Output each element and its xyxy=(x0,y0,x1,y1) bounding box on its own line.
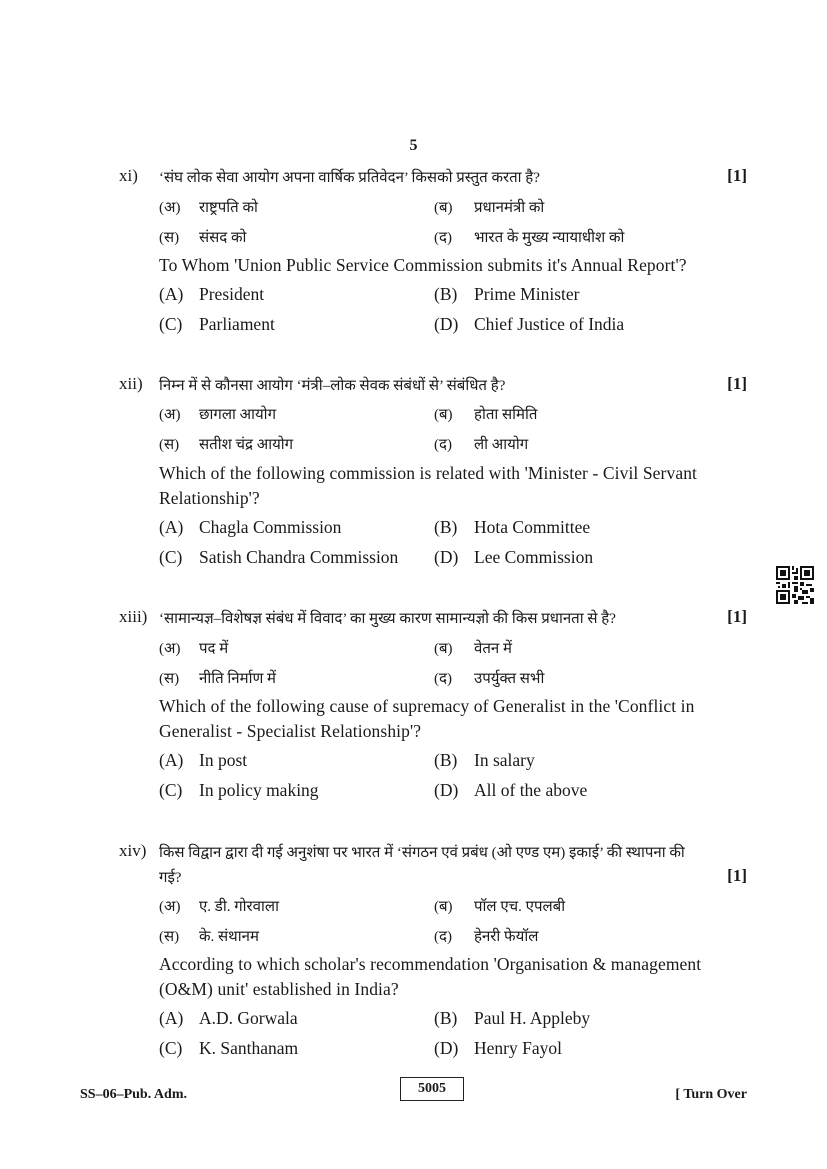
option-label: (द) xyxy=(434,929,452,945)
option-text: K. Santhanam xyxy=(199,1038,299,1058)
option-label: (C) xyxy=(159,547,183,567)
option-label: (द) xyxy=(434,437,452,453)
hindi-option-a xyxy=(159,197,258,217)
option-label: (C) xyxy=(159,1038,183,1058)
hindi-option-c xyxy=(159,227,246,247)
english-question: To Whom 'Union Public Service Commission submits it's Annual Report'? xyxy=(159,255,687,275)
hindi-option-a xyxy=(159,896,279,916)
english-option-d xyxy=(434,780,587,801)
english-option-a xyxy=(159,517,341,538)
marks: [1] xyxy=(727,166,747,185)
english-question-line-2: Relationship'? xyxy=(159,488,260,508)
option-text: छागला आयोग xyxy=(199,407,277,423)
option-text: In policy making xyxy=(199,780,319,800)
option-label: (अ) xyxy=(159,407,181,423)
option-text: पद में xyxy=(199,641,229,657)
option-label: (स) xyxy=(159,929,180,945)
option-label: (द) xyxy=(434,671,452,687)
english-option-d xyxy=(434,1038,562,1059)
option-text: राष्ट्रपति को xyxy=(199,200,258,216)
option-text: हेनरी फेयॉल xyxy=(474,929,539,945)
hindi-question: ‘संघ लोक सेवा आयोग अपना वार्षिक प्रतिवेदन’ किसको प्रस्तुत करता है? xyxy=(159,170,540,186)
option-text: Hota Committee xyxy=(474,517,591,537)
question-number: xiv) xyxy=(119,841,147,860)
option-text: Chief Justice of India xyxy=(474,314,625,334)
english-option-d xyxy=(434,314,624,335)
option-text: Paul H. Appleby xyxy=(474,1008,591,1028)
option-text: Satish Chandra Commission xyxy=(199,547,399,567)
hindi-question: निम्न में से कौनसा आयोग ‘मंत्री–लोक सेवक संबंधों से’ संबंधित है? xyxy=(159,378,506,394)
option-label: (ब) xyxy=(434,641,453,657)
option-text: संसद को xyxy=(199,230,247,246)
option-label: (अ) xyxy=(159,899,181,915)
option-label: (C) xyxy=(159,780,183,800)
option-text: पॉल एच. एपलबी xyxy=(474,899,566,915)
english-question-line-2: (O&M) unit' established in India? xyxy=(159,979,399,999)
option-text: के. संथानम xyxy=(199,929,259,945)
page-number: 5 xyxy=(409,137,418,154)
hindi-option-a xyxy=(159,404,276,424)
hindi-option-c xyxy=(159,434,293,454)
option-label: (C) xyxy=(159,314,183,334)
paper-number-box: 5005 xyxy=(400,1077,464,1101)
option-text: प्रधानमंत्री को xyxy=(474,200,545,216)
option-label: (ब) xyxy=(434,200,453,216)
option-label: (B) xyxy=(434,750,458,770)
hindi-option-d xyxy=(434,668,544,688)
hindi-question: ‘सामान्यज्ञ–विशेषज्ञ संबंध में विवाद’ का मुख्य कारण सामान्यज्ञो की किस प्रधानता से है? xyxy=(159,611,616,627)
english-question-line-2: Generalist - Specialist Relationship'? xyxy=(159,721,422,741)
option-text: सतीश चंद्र आयोग xyxy=(199,437,294,453)
option-text: उपर्युक्त सभी xyxy=(474,671,545,687)
marks: [1] xyxy=(727,866,747,885)
option-label: (अ) xyxy=(159,200,181,216)
hindi-question-line-1: किस विद्वान द्वारा दी गई अनुशंषा पर भारत में ‘संगठन एवं प्रबंध (ओ एण्ड एम) इकाई’ की स्थापना की xyxy=(159,845,685,861)
option-label: (ब) xyxy=(434,899,453,915)
option-text: भारत के मुख्य न्यायाधीश को xyxy=(474,230,625,246)
paper-code: SS–06–Pub. Adm. xyxy=(80,1087,187,1102)
hindi-option-b xyxy=(434,197,544,217)
option-label: (A) xyxy=(159,517,184,537)
hindi-question-line-2: गई? xyxy=(159,870,182,886)
option-text: All of the above xyxy=(474,780,588,800)
option-label: (स) xyxy=(159,230,180,246)
english-option-c xyxy=(159,1038,298,1059)
hindi-option-c xyxy=(159,668,276,688)
option-label: (स) xyxy=(159,671,180,687)
option-label: (D) xyxy=(434,314,459,334)
option-text: In salary xyxy=(474,750,535,770)
option-text: Parliament xyxy=(199,314,275,334)
hindi-option-b xyxy=(434,638,512,658)
option-text: Prime Minister xyxy=(474,284,580,304)
option-text: वेतन में xyxy=(474,641,512,657)
marks: [1] xyxy=(727,607,747,626)
option-text: Lee Commission xyxy=(474,547,594,567)
english-option-a xyxy=(159,284,264,305)
option-label: (द) xyxy=(434,230,452,246)
question-number: xiii) xyxy=(119,607,148,626)
option-text: In post xyxy=(199,750,248,770)
english-option-c xyxy=(159,547,398,568)
english-question-line-1: Which of the following cause of supremacy of Generalist in the 'Conflict in xyxy=(159,696,695,716)
option-text: ए. डी. गोरवाला xyxy=(199,899,279,915)
hindi-option-b xyxy=(434,896,565,916)
option-label: (A) xyxy=(159,750,184,770)
english-option-b xyxy=(434,517,590,538)
option-label: (स) xyxy=(159,437,180,453)
english-option-b xyxy=(434,284,579,305)
option-label: (ब) xyxy=(434,407,453,423)
option-label: (D) xyxy=(434,780,459,800)
option-text: Henry Fayol xyxy=(474,1038,562,1058)
option-label: (B) xyxy=(434,517,458,537)
hindi-option-d xyxy=(434,926,538,946)
question-number: xi) xyxy=(119,166,138,185)
option-text: ली आयोग xyxy=(474,437,529,453)
option-label: (B) xyxy=(434,284,458,304)
english-option-a xyxy=(159,750,247,771)
option-text: Chagla Commission xyxy=(199,517,342,537)
english-option-c xyxy=(159,314,275,335)
option-text: A.D. Gorwala xyxy=(199,1008,298,1028)
option-label: (A) xyxy=(159,1008,184,1028)
option-label: (B) xyxy=(434,1008,458,1028)
english-option-b xyxy=(434,1008,590,1029)
qr-code-icon xyxy=(776,566,814,604)
hindi-option-b xyxy=(434,404,537,424)
option-text: President xyxy=(199,284,265,304)
english-option-c xyxy=(159,780,319,801)
english-option-d xyxy=(434,547,593,568)
option-label: (अ) xyxy=(159,641,181,657)
option-label: (A) xyxy=(159,284,184,304)
english-option-a xyxy=(159,1008,298,1029)
question-number: xii) xyxy=(119,374,143,393)
english-question-line-1: According to which scholar's recommendation 'Organisation & management xyxy=(159,954,702,974)
hindi-option-a xyxy=(159,638,228,658)
hindi-option-c xyxy=(159,926,259,946)
hindi-option-d xyxy=(434,434,528,454)
marks: [1] xyxy=(727,374,747,393)
english-option-b xyxy=(434,750,535,771)
hindi-option-d xyxy=(434,227,624,247)
turn-over-label: [ Turn Over xyxy=(675,1087,747,1102)
option-label: (D) xyxy=(434,1038,459,1058)
option-text: होता समिति xyxy=(474,407,538,423)
option-text: नीति निर्माण में xyxy=(199,671,277,687)
option-label: (D) xyxy=(434,547,459,567)
english-question-line-1: Which of the following commission is related with 'Minister - Civil Servant xyxy=(159,463,698,483)
